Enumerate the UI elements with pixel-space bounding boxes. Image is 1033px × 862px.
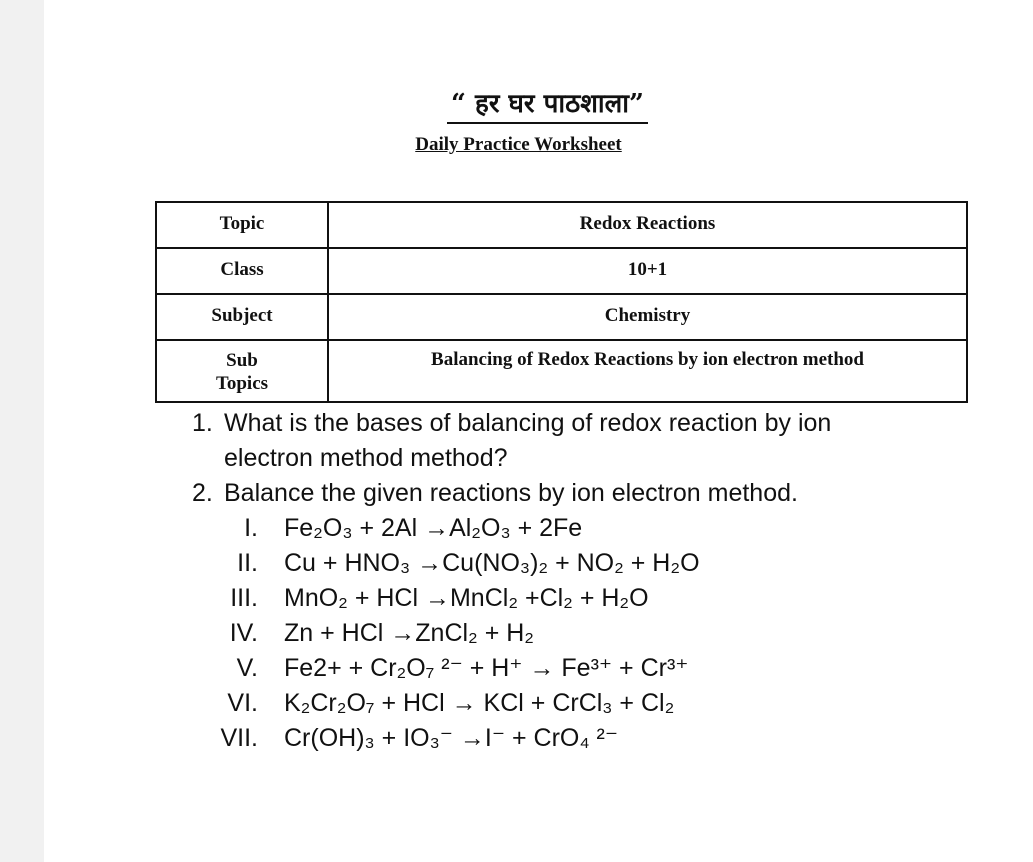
reaction-equation: K₂Cr₂O₇ + HCl → KCl + CrCl₃ + Cl₂ (284, 689, 675, 717)
question-number: 2. (192, 479, 213, 507)
topic-label: Topic (156, 202, 328, 248)
subtitle-text: Daily Practice Worksheet (415, 134, 622, 155)
question-2 (192, 476, 884, 511)
reaction-equation: Zn + HCl →ZnCl₂ + H₂ (284, 619, 535, 647)
page-title (0, 84, 1033, 124)
reaction-equation: Cr(OH)₃ + IO₃⁻ →I⁻ + CrO₄ ²⁻ (284, 724, 619, 752)
question-text: What is the bases of balancing of redox reaction by ion electron method method? (224, 409, 832, 472)
subtopics-value: Balancing of Redox Reactions by ion electron method (328, 340, 967, 402)
question-number: 1. (192, 409, 213, 437)
question-1 (192, 406, 884, 476)
topic-value: Redox Reactions (328, 202, 967, 248)
list-item (192, 651, 884, 686)
reaction-numeral: III. (230, 584, 258, 612)
table-row (156, 340, 967, 402)
list-item (192, 511, 884, 546)
reaction-equation: Fe2+ + Cr₂O₇ ²⁻ + H⁺ → Fe³⁺ + Cr³⁺ (284, 654, 689, 682)
reaction-numeral: IV. (229, 619, 258, 647)
reaction-list (192, 511, 884, 756)
reaction-numeral: II. (237, 549, 258, 577)
subtopics-label-line2: Topics (215, 373, 269, 394)
reaction-numeral: I. (244, 514, 258, 542)
reaction-numeral: VII. (220, 724, 258, 752)
subtopics-label (156, 340, 328, 402)
subject-value: Chemistry (328, 294, 967, 340)
list-item (192, 581, 884, 616)
table-row (156, 294, 967, 340)
class-value: 10+1 (328, 248, 967, 294)
list-item (192, 616, 884, 651)
title-text: “ हर घर पाठशाला” (447, 84, 648, 124)
reaction-equation: Fe₂O₃ + 2Al →Al₂O₃ + 2Fe (284, 514, 583, 542)
questions-list (192, 406, 884, 756)
class-label: Class (156, 248, 328, 294)
question-text: Balance the given reactions by ion electron method. (224, 479, 798, 507)
subject-label: Subject (156, 294, 328, 340)
table-row (156, 248, 967, 294)
list-item (192, 546, 884, 581)
reaction-equation: Cu + HNO₃ →Cu(NO₃)₂ + NO₂ + H₂O (284, 549, 700, 577)
subtopics-label-line1: Sub (226, 350, 258, 371)
reaction-numeral: VI. (227, 689, 258, 717)
reaction-numeral: V. (236, 654, 258, 682)
reaction-equation: MnO₂ + HCl →MnCl₂ +Cl₂ + H₂O (284, 584, 649, 612)
info-table (155, 201, 968, 403)
table-row (156, 202, 967, 248)
list-item (192, 721, 884, 756)
page-subtitle (0, 134, 1033, 156)
list-item (192, 686, 884, 721)
